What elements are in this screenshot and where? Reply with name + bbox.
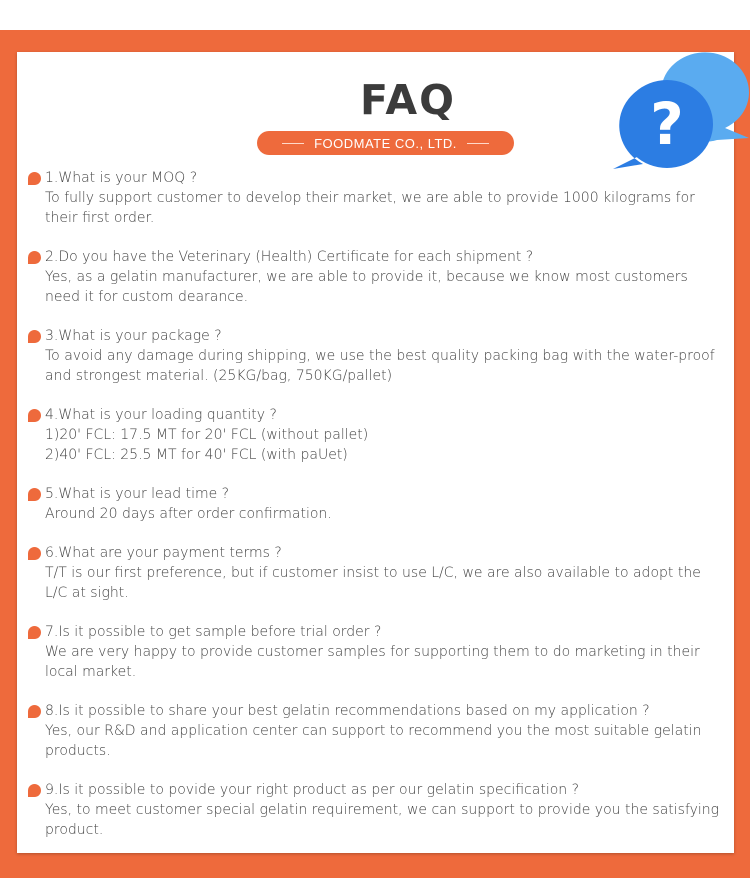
faq-item xyxy=(27,622,732,682)
faq-answer-line: local market. xyxy=(45,664,137,680)
faq-question: 7.Is it possible to get sample before trial order ? xyxy=(45,624,382,640)
faq-answer-line: Around 20 days after order confirmation. xyxy=(45,506,332,522)
bullet-dot-icon xyxy=(28,251,41,264)
faq-question: 1.What is your MOQ ? xyxy=(45,170,198,186)
faq-question: 5.What is your lead time ? xyxy=(45,486,230,502)
faq-question: 6.What are your payment terms ? xyxy=(45,545,282,561)
faq-question: 4.What is your loading quantity ? xyxy=(45,407,277,423)
faq-item xyxy=(27,543,732,603)
faq-answer-line: and strongest material. (25KG/bag, 750KG/pallet) xyxy=(45,368,393,384)
question-bubble-icon xyxy=(607,52,749,172)
bullet-dot-icon xyxy=(28,488,41,501)
bullet-dot-icon xyxy=(28,409,41,422)
faq-item xyxy=(27,780,732,840)
company-name: FOODMATE CO., LTD. xyxy=(314,135,457,151)
faq-item xyxy=(27,484,732,524)
faq-question: 9.Is it possible to povide your right product as per our gelatin specification ? xyxy=(45,782,580,798)
company-badge xyxy=(257,131,514,155)
faq-item xyxy=(27,168,732,228)
faq-answer-line: To avoid any damage during shipping, we use the best quality packing bag with the water-proof xyxy=(45,348,715,364)
badge-rule-left xyxy=(282,143,304,144)
bullet-dot-icon xyxy=(28,547,41,560)
faq-answer-line: products. xyxy=(45,743,111,759)
faq-answer-line: We are very happy to provide customer samples for supporting them to do marketing in their xyxy=(45,644,700,660)
bullet-dot-icon xyxy=(28,172,41,185)
faq-answer-line: 1)20' FCL: 17.5 MT for 20' FCL (without pallet) xyxy=(45,427,369,443)
faq-answer-line: To fully support customer to develop their market, we are able to provide 1000 kilograms for xyxy=(45,190,695,206)
faq-answer-line: product. xyxy=(45,822,104,838)
faq-item xyxy=(27,326,732,386)
faq-item xyxy=(27,405,732,465)
faq-item xyxy=(27,247,732,307)
faq-answer-line: need it for custom dearance. xyxy=(45,289,249,305)
faq-item xyxy=(27,701,732,761)
faq-answer-line: Yes, to meet customer special gelatin requirement, we can support to provide you the satisfying xyxy=(45,802,720,818)
orange-frame xyxy=(0,30,750,878)
faq-list xyxy=(27,168,732,859)
faq-answer-line: Yes, our R&D and application center can support to recommend you the most suitable gelatin xyxy=(45,723,702,739)
question-mark-glyph: ? xyxy=(650,90,684,158)
bullet-dot-icon xyxy=(28,705,41,718)
bullet-dot-icon xyxy=(28,784,41,797)
faq-question: 2.Do you have the Veterinary (Health) Certificate for each shipment ? xyxy=(45,249,534,265)
page-title: FAQ xyxy=(360,76,456,124)
faq-question: 3.What is your package ? xyxy=(45,328,222,344)
bullet-dot-icon xyxy=(28,330,41,343)
faq-answer-line: L/C at sight. xyxy=(45,585,129,601)
faq-answer-line: their first order. xyxy=(45,210,155,226)
badge-rule-right xyxy=(467,143,489,144)
faq-question: 8.Is it possible to share your best gelatin recommendations based on my application ? xyxy=(45,703,650,719)
bullet-dot-icon xyxy=(28,626,41,639)
faq-panel xyxy=(17,52,734,853)
faq-answer-line: 2)40' FCL: 25.5 MT for 40' FCL (with paUet) xyxy=(45,447,348,463)
faq-answer-line: T/T is our first preference, but if customer insist to use L/C, we are also available to adopt the xyxy=(45,565,701,581)
faq-answer-line: Yes, as a gelatin manufacturer, we are able to provide it, because we know most customers xyxy=(45,269,688,285)
